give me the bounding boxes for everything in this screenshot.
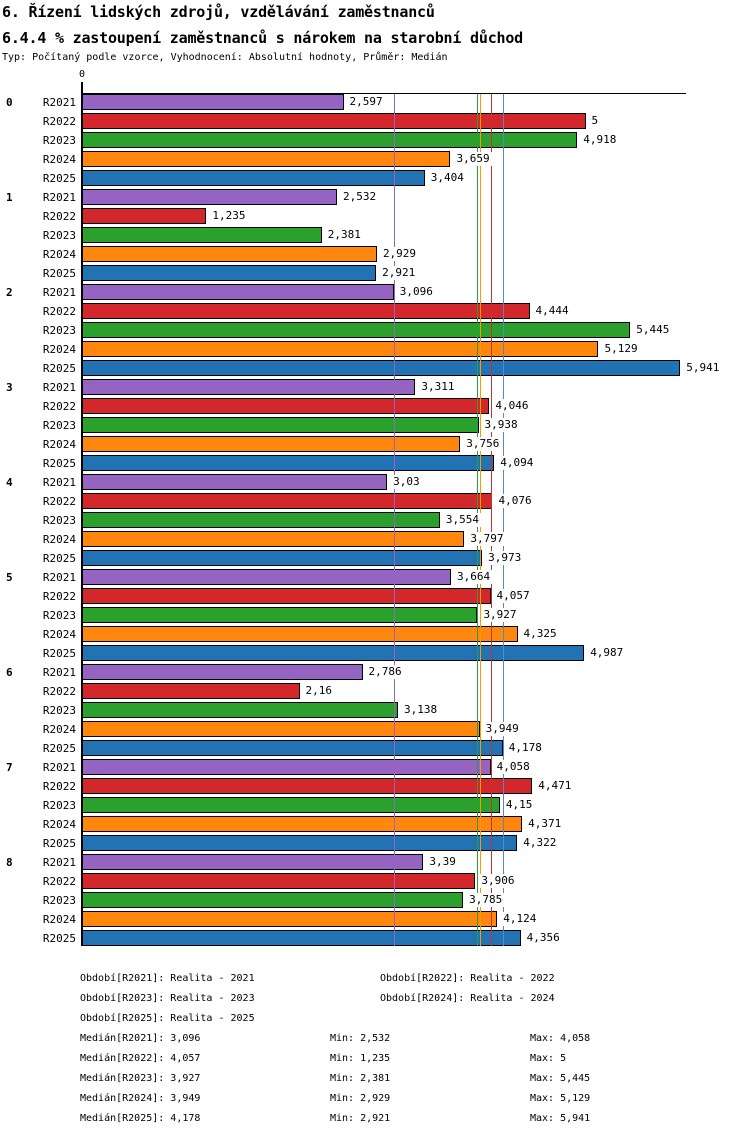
bar-value-label: 2,532 bbox=[342, 190, 377, 203]
bar bbox=[82, 531, 464, 547]
bar bbox=[82, 911, 497, 927]
bar-value-label: 3,659 bbox=[456, 152, 490, 165]
bar-row-label: R2024 bbox=[42, 343, 76, 356]
bar-row-label: R2025 bbox=[42, 362, 76, 375]
bar-row-label: R2021 bbox=[42, 191, 76, 204]
bar bbox=[82, 550, 482, 566]
bar bbox=[82, 455, 494, 471]
median-line-r2025 bbox=[503, 94, 504, 946]
stat-max: Max: 4,058 bbox=[530, 1033, 591, 1044]
bar-row-label: R2021 bbox=[42, 96, 76, 109]
bar-row-label: R2023 bbox=[42, 419, 76, 432]
bar-value-label: 3,311 bbox=[421, 380, 455, 393]
bar bbox=[82, 930, 521, 946]
stat-median: Medián[R2022]: 4,057 bbox=[80, 1053, 201, 1064]
bar-row-label: R2025 bbox=[42, 742, 76, 755]
bar-row-label: R2022 bbox=[42, 115, 76, 128]
legend-item: Období[R2023]: Realita - 2023 bbox=[80, 993, 255, 1004]
bar bbox=[82, 170, 425, 186]
bar bbox=[82, 322, 630, 338]
bar-value-label: 3,906 bbox=[481, 874, 515, 887]
bar bbox=[82, 873, 475, 889]
bar-value-label: 4,918 bbox=[583, 133, 617, 146]
bar-row-label: R2022 bbox=[42, 210, 76, 223]
page-title: 6. Řízení lidských zdrojů, vzdělávání zaměstnanců bbox=[2, 3, 435, 21]
stat-median: Medián[R2023]: 3,927 bbox=[80, 1073, 201, 1084]
group-label: 5 bbox=[6, 571, 13, 584]
bar-row-label: R2022 bbox=[42, 875, 76, 888]
bar-row-label: R2023 bbox=[42, 894, 76, 907]
bar bbox=[82, 588, 491, 604]
legend-item: Období[R2024]: Realita - 2024 bbox=[380, 993, 555, 1004]
bar-value-label: 2,597 bbox=[349, 95, 383, 108]
bar bbox=[82, 702, 398, 718]
median-line-r2021 bbox=[394, 94, 395, 946]
bar bbox=[82, 113, 586, 129]
bar-row-label: R2024 bbox=[42, 723, 76, 736]
bar-value-label: 3,096 bbox=[399, 285, 433, 298]
bar-row-label: R2025 bbox=[42, 932, 76, 945]
bar-value-label: 4,356 bbox=[526, 931, 560, 944]
bar bbox=[82, 360, 680, 376]
bar-row-label: R2023 bbox=[42, 134, 76, 147]
bar-value-label: 4,15 bbox=[505, 798, 533, 811]
bar-value-label: 4,076 bbox=[498, 494, 532, 507]
bar-value-label: 5 bbox=[591, 114, 599, 127]
bar bbox=[82, 417, 479, 433]
bar-value-label: 4,094 bbox=[500, 456, 534, 469]
bar-value-label: 2,921 bbox=[382, 266, 416, 279]
bar-value-label: 4,325 bbox=[523, 627, 557, 640]
bar-value-label: 3,797 bbox=[470, 532, 504, 545]
group-label: 6 bbox=[6, 666, 13, 679]
bar bbox=[82, 151, 450, 167]
bar bbox=[82, 569, 451, 585]
bar-value-label: 4,178 bbox=[508, 741, 542, 754]
stat-max: Max: 5 bbox=[530, 1053, 567, 1064]
legend-item: Období[R2022]: Realita - 2022 bbox=[380, 973, 555, 984]
bar bbox=[82, 664, 363, 680]
bar-row-label: R2024 bbox=[42, 248, 76, 261]
bar-row-label: R2024 bbox=[42, 818, 76, 831]
bar bbox=[82, 265, 376, 281]
bar-row-label: R2023 bbox=[42, 609, 76, 622]
bar-value-label: 3,664 bbox=[456, 570, 491, 583]
bar-row-label: R2022 bbox=[42, 685, 76, 698]
group-label: 4 bbox=[6, 476, 13, 489]
bar-row-label: R2021 bbox=[42, 286, 76, 299]
bar bbox=[82, 208, 206, 224]
bar bbox=[82, 797, 500, 813]
bar-value-label: 3,138 bbox=[403, 703, 438, 716]
bar-row-label: R2021 bbox=[42, 381, 76, 394]
bar-value-label: 4,046 bbox=[495, 399, 529, 412]
stat-min: Min: 2,532 bbox=[330, 1033, 391, 1044]
bar-value-label: 3,39 bbox=[429, 855, 456, 868]
stat-min: Min: 2,381 bbox=[330, 1073, 391, 1084]
bar-row-label: R2022 bbox=[42, 400, 76, 413]
stat-min: Min: 1,235 bbox=[330, 1053, 391, 1064]
bar bbox=[82, 436, 460, 452]
bar-row-label: R2023 bbox=[42, 229, 76, 242]
bar-row-label: R2021 bbox=[42, 761, 76, 774]
group-label: 3 bbox=[6, 381, 13, 394]
bar bbox=[82, 398, 489, 414]
stat-median: Medián[R2024]: 3,949 bbox=[80, 1093, 201, 1104]
stat-max: Max: 5,445 bbox=[530, 1073, 591, 1084]
bar-value-label: 4,371 bbox=[528, 817, 562, 830]
bar-row-label: R2024 bbox=[42, 628, 76, 641]
bar-value-label: 4,322 bbox=[523, 836, 557, 849]
bar-row-label: R2023 bbox=[42, 324, 76, 337]
bar-row-label: R2024 bbox=[42, 533, 76, 546]
bar-row-label: R2021 bbox=[42, 856, 76, 869]
bar bbox=[82, 474, 387, 490]
group-label: 0 bbox=[6, 96, 13, 109]
group-label: 8 bbox=[6, 856, 13, 869]
bar-value-label: 4,987 bbox=[590, 646, 624, 659]
bar-row-label: R2024 bbox=[42, 438, 76, 451]
bar bbox=[82, 94, 344, 110]
bar-row-label: R2021 bbox=[42, 571, 76, 584]
bar-value-label: 4,444 bbox=[535, 304, 569, 317]
bar bbox=[82, 721, 480, 737]
bar-row-label: R2022 bbox=[42, 305, 76, 318]
chart-subtitle: 6.4.4 % zastoupení zaměstnanců s nárokem na starobní důchod bbox=[2, 29, 524, 47]
bar-row-label: R2024 bbox=[42, 913, 76, 926]
axis-origin-label: 0 bbox=[78, 69, 86, 80]
bar-row-label: R2024 bbox=[42, 153, 76, 166]
bar-row-label: R2023 bbox=[42, 514, 76, 527]
bar bbox=[82, 493, 492, 509]
bar bbox=[82, 246, 377, 262]
bar-row-label: R2025 bbox=[42, 647, 76, 660]
bar-row-label: R2025 bbox=[42, 267, 76, 280]
bar-row-label: R2022 bbox=[42, 590, 76, 603]
bar-row-label: R2025 bbox=[42, 837, 76, 850]
stat-min: Min: 2,921 bbox=[330, 1113, 391, 1124]
median-line-r2022 bbox=[491, 94, 492, 946]
bar-value-label: 1,235 bbox=[212, 209, 246, 222]
bar bbox=[82, 227, 322, 243]
bar bbox=[82, 740, 503, 756]
bar bbox=[82, 189, 337, 205]
bar-value-label: 3,785 bbox=[469, 893, 503, 906]
bar-value-label: 3,927 bbox=[483, 608, 517, 621]
bar bbox=[82, 759, 491, 775]
bar bbox=[82, 626, 518, 642]
bar bbox=[82, 607, 477, 623]
bar bbox=[82, 303, 530, 319]
stat-max: Max: 5,941 bbox=[530, 1113, 591, 1124]
group-label: 1 bbox=[6, 191, 13, 204]
bar-value-label: 5,129 bbox=[604, 342, 638, 355]
stat-max: Max: 5,129 bbox=[530, 1093, 591, 1104]
bar-value-label: 3,404 bbox=[430, 171, 464, 184]
bar-row-label: R2022 bbox=[42, 495, 76, 508]
bar-value-label: 5,445 bbox=[636, 323, 670, 336]
stat-min: Min: 2,929 bbox=[330, 1093, 391, 1104]
legend-item: Období[R2021]: Realita - 2021 bbox=[80, 973, 255, 984]
bar bbox=[82, 778, 532, 794]
bar-row-label: R2022 bbox=[42, 780, 76, 793]
stat-median: Medián[R2021]: 3,096 bbox=[80, 1033, 201, 1044]
bar-value-label: 4,124 bbox=[503, 912, 537, 925]
bar bbox=[82, 892, 463, 908]
bar-row-label: R2023 bbox=[42, 704, 76, 717]
bar bbox=[82, 816, 522, 832]
legend-item: Období[R2025]: Realita - 2025 bbox=[80, 1013, 255, 1024]
bar bbox=[82, 284, 394, 300]
group-label: 2 bbox=[6, 286, 13, 299]
bar-value-label: 3,554 bbox=[445, 513, 479, 526]
bar-row-label: R2023 bbox=[42, 799, 76, 812]
bar-value-label: 2,786 bbox=[368, 665, 402, 678]
bar-row-label: R2021 bbox=[42, 666, 76, 679]
bar-value-label: 5,941 bbox=[686, 361, 720, 374]
bar-value-label: 3,938 bbox=[484, 418, 518, 431]
stat-median: Medián[R2025]: 4,178 bbox=[80, 1113, 201, 1124]
group-label: 7 bbox=[6, 761, 13, 774]
bar bbox=[82, 854, 423, 870]
bar-row-label: R2025 bbox=[42, 552, 76, 565]
bar-row-label: R2021 bbox=[42, 476, 76, 489]
bar bbox=[82, 379, 415, 395]
bar-value-label: 3,973 bbox=[488, 551, 522, 564]
bar-value-label: 2,929 bbox=[382, 247, 417, 260]
bar bbox=[82, 512, 440, 528]
bar bbox=[82, 683, 300, 699]
bar bbox=[82, 341, 598, 357]
bar-row-label: R2025 bbox=[42, 172, 76, 185]
bar-value-label: 2,16 bbox=[305, 684, 332, 697]
bar-value-label: 3,756 bbox=[466, 437, 500, 450]
bar-row-label: R2025 bbox=[42, 457, 76, 470]
bar-value-label: 4,058 bbox=[496, 760, 530, 773]
bar bbox=[82, 645, 584, 661]
bar-value-label: 4,471 bbox=[538, 779, 572, 792]
chart-meta-line: Typ: Počítaný podle vzorce, Vyhodnocení: Absolutní hodnoty, Průměr: Medián bbox=[2, 52, 448, 63]
bar-value-label: 3,03 bbox=[393, 475, 420, 488]
bar-value-label: 4,057 bbox=[496, 589, 530, 602]
bar bbox=[82, 835, 517, 851]
bar-value-label: 3,949 bbox=[485, 722, 519, 735]
bar-value-label: 2,381 bbox=[327, 228, 361, 241]
